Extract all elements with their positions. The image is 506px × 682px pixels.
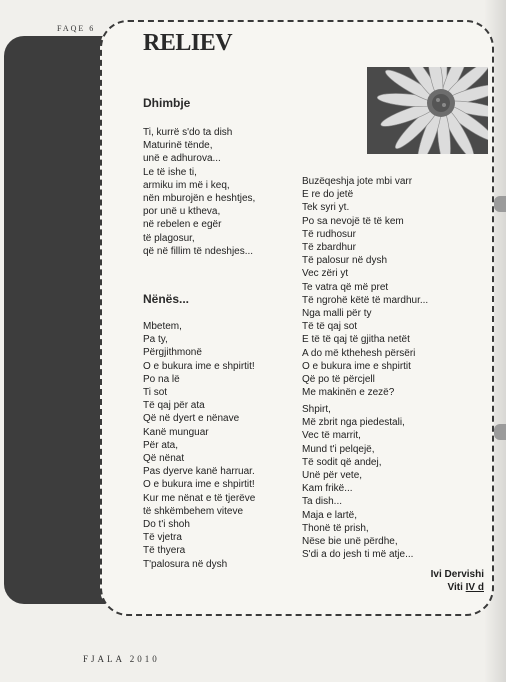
daisy-icon [367, 67, 488, 154]
poem-line: Nga malli për ty [302, 308, 372, 320]
poem-line: që në fillim të ndeshjes... [143, 245, 254, 257]
poem-line: Për ata, [143, 439, 179, 451]
poem-line: por unë u ktheva, [143, 206, 221, 218]
poem-nenes-text-right-1 [302, 175, 428, 399]
author-signature [400, 568, 484, 594]
poem-line: Të palosur në dysh [302, 255, 388, 267]
poem-line: Që nënat [143, 453, 185, 465]
poem-line: Vec të marrit, [302, 430, 361, 442]
poem-line: Të qaj për ata [143, 400, 205, 412]
poem-line: S'di a do jesh ti më atje... [302, 549, 414, 561]
poem-line: Që po të përcjell [302, 374, 375, 386]
poem-line: Kanë munguar [143, 426, 209, 438]
poem-title-nenes: Nënës... [143, 292, 190, 306]
poem-line: Te vatra që më pret [302, 281, 389, 293]
poem-title-dhimbje: Dhimbje [143, 96, 191, 110]
poem-line: Maturinë tënde, [143, 140, 213, 152]
poem-line: Pas dyerve kanë harruar. [143, 466, 255, 478]
poem-line: Më zbrit nga piedestali, [302, 417, 405, 429]
poem-line: Thonë të prish, [302, 522, 369, 534]
poem-line: Ta dish... [302, 496, 343, 508]
poem-line: Unë për vete, [302, 470, 363, 482]
poem-line: Të sodit që andej, [302, 456, 382, 468]
author-name: Ivi Dervishi [430, 569, 484, 580]
footer-label: FJALA 2010 [83, 654, 160, 664]
poem-line: Buzëqeshja jote mbi varr [302, 176, 413, 187]
poem-line: Ti, kurrë s'do ta dish [143, 127, 233, 138]
poem-line: O e bukura ime e shpirtit! [143, 479, 255, 491]
poem-line: Të zbardhur [302, 242, 356, 254]
poem-line: Që në dyert e nënave [143, 413, 240, 425]
poem-nenes-text-left [143, 320, 255, 571]
poem-line: Mbetem, [143, 321, 182, 332]
poem-line: Të të qaj sot [302, 321, 358, 333]
poem-line: T'palosura në dysh [143, 558, 228, 570]
poem-line: Po sa nevojë të të kem [302, 215, 404, 227]
poem-line: Do t'i shoh [143, 519, 190, 531]
page-tab-marker [494, 424, 506, 440]
author-class [400, 581, 484, 594]
poem-dhimbje-text [143, 126, 255, 258]
poem-line: A do më kthehesh përsëri [302, 347, 416, 359]
poem-line: Vec zëri yt [302, 268, 349, 280]
poem-line: Të thyera [143, 545, 186, 557]
page-tab-marker [494, 196, 506, 212]
poem-line: të plagosur, [143, 232, 195, 244]
poem-line: Le të ishe ti, [143, 166, 197, 178]
poem-line: Shpirt, [302, 404, 331, 415]
poem-nenes-text-right-2 [302, 403, 413, 561]
page-number-label: FAQE 6 [57, 24, 96, 33]
daisy-flower-photo [367, 67, 488, 154]
poem-line: në rebelen e egër [143, 219, 222, 231]
poem-line: nën mburojën e heshtjes, [143, 193, 256, 205]
poem-line: Pa ty, [143, 334, 168, 346]
poem-line: Të rudhosur [302, 228, 356, 240]
poem-line: Të vjetra [143, 532, 182, 544]
poem-line: O e bukura ime e shpirtit [302, 360, 411, 372]
poem-line: Tek syri yt. [302, 202, 350, 214]
author-class-prefix: Viti [447, 582, 463, 593]
poem-line: Maja e lartë, [302, 509, 358, 521]
poem-line: Kur me nënat e të tjerëve [143, 492, 256, 504]
section-title: RELIEV [143, 30, 233, 56]
poem-line: Ti sot [143, 387, 168, 399]
poem-line: Me makinën e zezë? [302, 387, 395, 399]
poem-line: E të të qaj të gjitha netët [302, 334, 410, 346]
poem-line: O e bukura ime e shpirtit! [143, 360, 255, 372]
poem-line: Po na lë [143, 373, 180, 385]
author-class-value: IV d [465, 582, 484, 593]
poem-line: unë e adhurova... [143, 153, 221, 165]
poem-line: E re do jetë [302, 189, 354, 201]
poem-line: të shkëmbehem viteve [143, 505, 244, 517]
poem-line: Të ngrohë këtë të mardhur... [302, 294, 429, 306]
poem-line: Përgjithmonë [143, 347, 202, 359]
poem-line: Mund t'i pelqejë, [302, 443, 375, 455]
poem-line: Nëse bie unë përdhe, [302, 536, 398, 548]
poem-line: Kam frikë... [302, 483, 353, 495]
poem-line: armiku im më i keq, [143, 179, 230, 191]
